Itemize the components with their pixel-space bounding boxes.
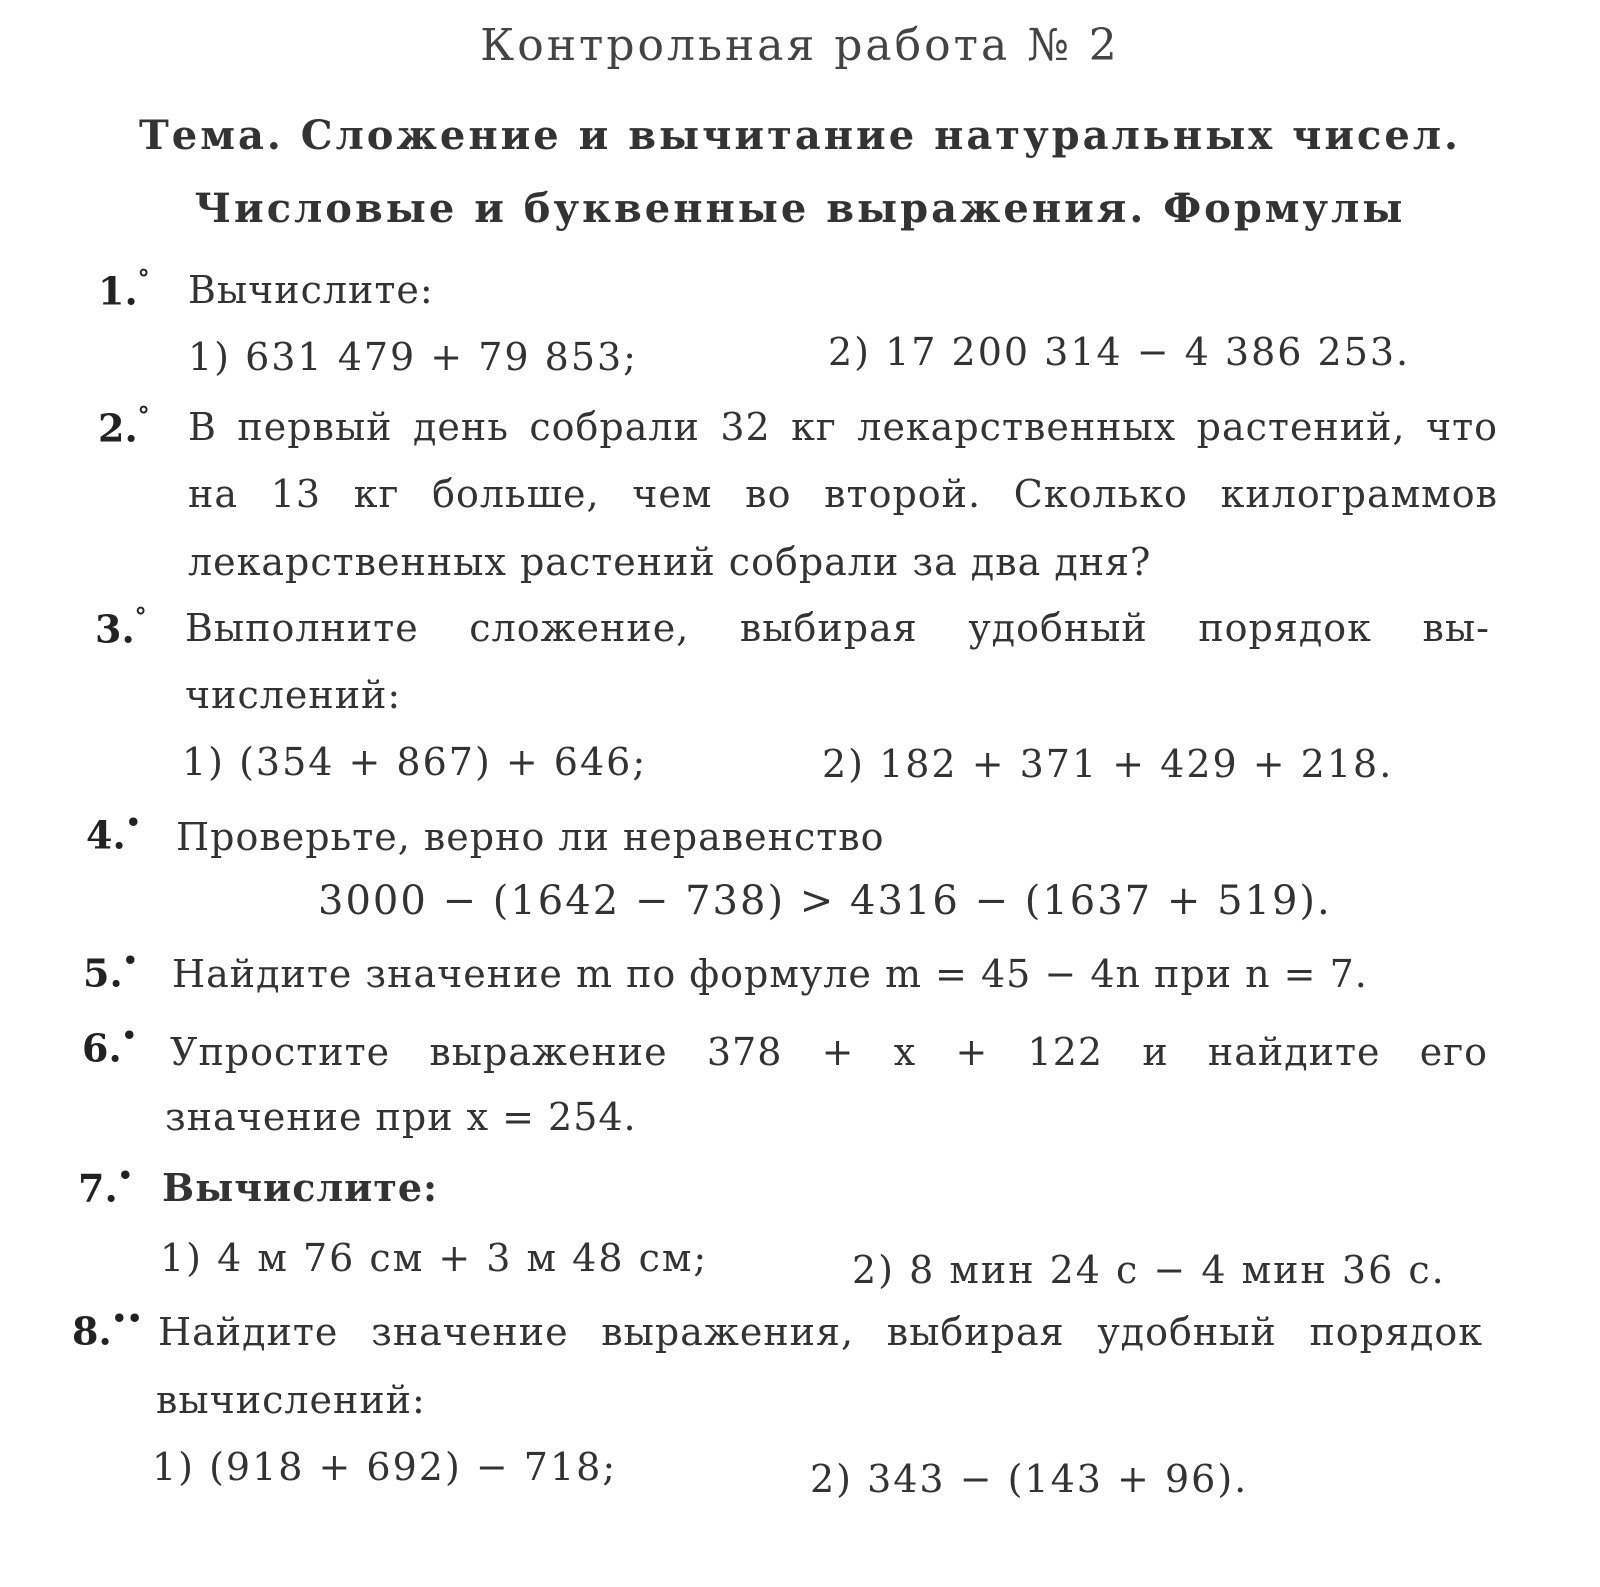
task-6-number: 6.• xyxy=(82,1021,138,1071)
task-3-line-2: числений: xyxy=(185,673,402,717)
task-4-text: Проверьте, верно ли неравенство xyxy=(176,815,885,859)
task-3-number: 3.° xyxy=(95,602,147,652)
task-7-number: 7.• xyxy=(78,1161,134,1211)
topic-line-2: Числовые и буквенные выражения. Формулы xyxy=(194,185,1406,232)
task-2-line-2: на 13 кг больше, чем во второй. Сколько килограммов xyxy=(188,472,1498,516)
task-2-line-3: лекарственных растений собрали за два дня? xyxy=(188,540,1152,584)
task-8-line-2: вычислений: xyxy=(156,1378,426,1422)
task-8-item-1: 1) (918 + 692) − 718; xyxy=(152,1445,618,1489)
task-3-item-1: 1) (354 + 867) + 646; xyxy=(182,740,648,784)
task-8-line-1: Найдите значение выражения, выбирая удобный порядок xyxy=(158,1310,1483,1354)
task-4-formula: 3000 − (1642 − 738) > 4316 − (1637 + 519). xyxy=(318,878,1332,924)
task-8-item-2: 2) 343 − (143 + 96). xyxy=(810,1457,1249,1501)
task-8-number: 8.•• xyxy=(72,1304,143,1354)
task-7-item-2: 2) 8 мин 24 с − 4 мин 36 с. xyxy=(852,1248,1446,1292)
task-5-text: Найдите значение m по формуле m = 45 − 4n при n = 7. xyxy=(172,952,1368,996)
task-2-number: 2.° xyxy=(98,401,150,451)
page-title: Контрольная работа № 2 xyxy=(480,20,1120,71)
task-7-item-1: 1) 4 м 76 см + 3 м 48 см; xyxy=(160,1236,709,1280)
task-5-number: 5.• xyxy=(83,946,139,996)
task-6-line-1: Упростите выражение 378 + x + 122 и найдите его xyxy=(170,1030,1488,1074)
task-4-number: 4.• xyxy=(86,808,142,858)
task-1-number: 1.° xyxy=(98,264,150,314)
task-1-item-2: 2) 17 200 314 − 4 386 253. xyxy=(828,330,1411,374)
task-2-line-1: В первый день собрали 32 кг лекарственных растений, что xyxy=(188,405,1498,449)
task-1-item-1: 1) 631 479 + 79 853; xyxy=(188,335,638,379)
task-6-line-2: значение при x = 254. xyxy=(165,1095,637,1139)
task-3-line-1: Выполните сложение, выбирая удобный порядок вы- xyxy=(185,606,1490,650)
task-7-text: Вычислите: xyxy=(162,1165,439,1210)
task-3-item-2: 2) 182 + 371 + 429 + 218. xyxy=(822,742,1394,786)
task-1-text: Вычислите: xyxy=(188,268,434,312)
topic-line-1: Тема. Сложение и вычитание натуральных чисел. xyxy=(139,112,1461,159)
